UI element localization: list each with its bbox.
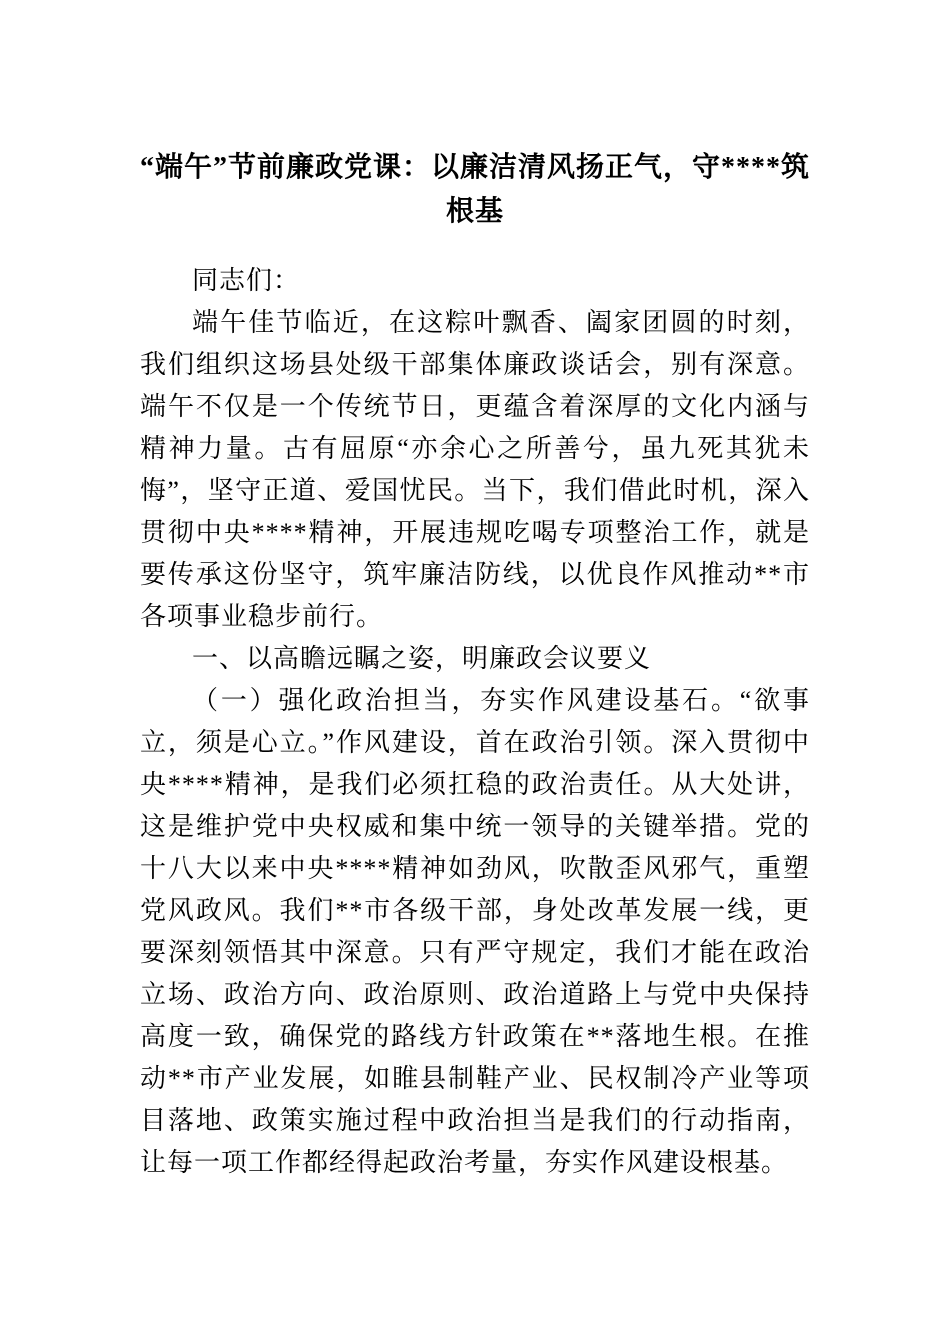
paragraph-section-1-1: （一）强化政治担当，夯实作风建设基石。“欲事立，须是心立。”作风建设，首在政治引领。深入贯彻中央****精神，是我们必须扛稳的政治责任。从大处讲，这是维护党中央权威和集中统一领导的关键举措。党的十八大以来中央****精神如劲风，吹散歪风邪气，重塑党风政风。我们**市各级干部，身处改革发展一线，更要深刻领悟其中深意。只有严守规定，我们才能在政治立场、政治方向、政治原则、政治道路上与党中央保持高度一致，确保党的路线方针政策在**落地生根。在推动**市产业发展，如睢县制鞋产业、民权制冷产业等项目落地、政策实施过程中政治担当是我们的行动指南，让每一项工作都经得起政治考量，夯实作风建设根基。 <box>140 686 810 1177</box>
salutation: 同志们： <box>192 266 301 295</box>
section-heading-1: 一、以高瞻远瞩之姿，明廉政会议要义 <box>192 644 652 673</box>
paragraph-intro: 端午佳节临近，在这粽叶飘香、阖家团圆的时刻，我们组织这场县处级干部集体廉政谈话会，别有深意。端午不仅是一个传统节日，更蕴含着深厚的文化内涵与精神力量。古有屈原“亦余心之所善兮，虽九死其犹未悔”，坚守正道、爱国忧民。当下，我们借此时机，深入贯彻中央****精神，开展违规吃喝专项整治工作，就是要传承这份坚守，筑牢廉洁防线，以优良作风推动**市各项事业稳步前行。 <box>140 308 810 631</box>
document-title: “端午”节前廉政党课：以廉洁清风扬正气，守****筑根基 <box>139 152 810 227</box>
document-body <box>140 260 810 1184</box>
